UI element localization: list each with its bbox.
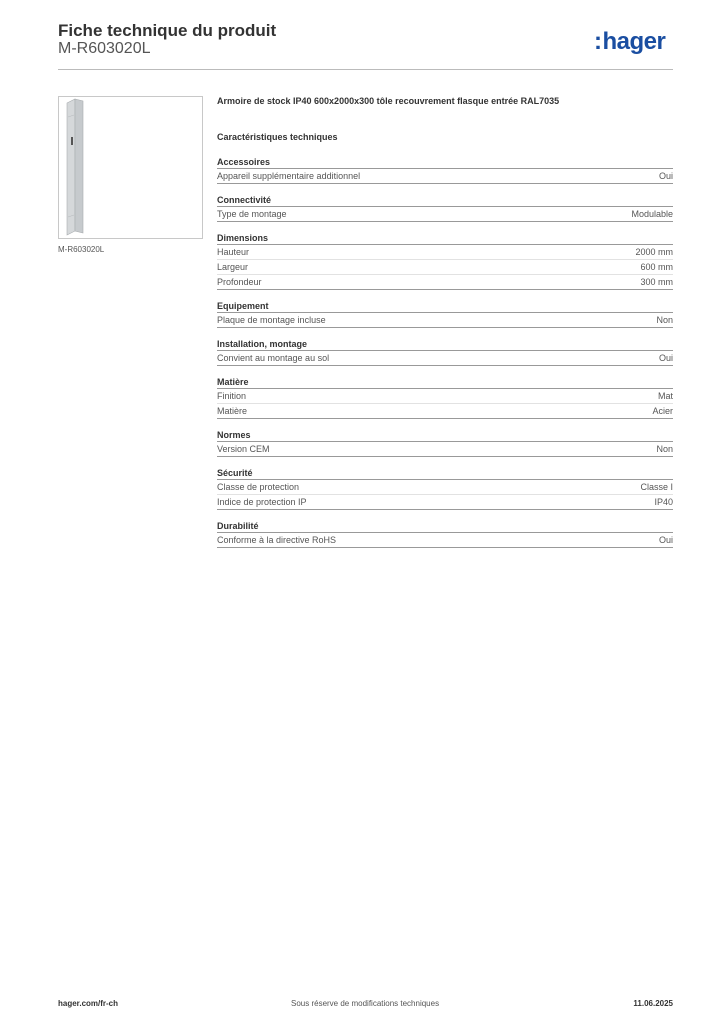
- spec-group-title: Durabilité: [217, 520, 673, 533]
- spec-value: Non: [656, 315, 673, 325]
- spec-group: [217, 300, 673, 328]
- spec-group-title: Matière: [217, 376, 673, 389]
- spec-label: Largeur: [217, 262, 249, 272]
- spec-value: Non: [656, 444, 673, 454]
- spec-group: [217, 338, 673, 366]
- spec-group: [217, 232, 673, 290]
- spec-group-title: Equipement: [217, 300, 673, 313]
- spec-value: Oui: [658, 535, 673, 545]
- spec-label: Classe de protection: [217, 482, 300, 492]
- spec-value: 2000 mm: [635, 247, 673, 257]
- spec-value: Classe I: [640, 482, 673, 492]
- spec-group: [217, 467, 673, 510]
- header-divider: [58, 69, 673, 70]
- spec-row: [217, 533, 673, 548]
- spec-row: [217, 351, 673, 366]
- spec-group: [217, 520, 673, 548]
- characteristics-panel: [217, 96, 673, 548]
- page-title: Fiche technique du produit: [58, 21, 277, 40]
- spec-group: [217, 376, 673, 419]
- spec-row: [217, 404, 673, 419]
- image-caption: M-R603020L: [58, 245, 105, 254]
- spec-row: [217, 495, 673, 510]
- spec-value: IP40: [654, 497, 673, 507]
- logo-text: hager: [602, 28, 666, 55]
- cabinet-illustration: [59, 97, 202, 238]
- spec-row: [217, 442, 673, 457]
- spec-group-title: Connectivité: [217, 194, 673, 207]
- spec-value: 300 mm: [640, 277, 673, 287]
- spec-value: Oui: [658, 353, 673, 363]
- spec-group-title: Installation, montage: [217, 338, 673, 351]
- spec-group: [217, 194, 673, 222]
- spec-group-title: Sécurité: [217, 467, 673, 480]
- spec-group-title: Accessoires: [217, 156, 673, 169]
- spec-label: Indice de protection IP: [217, 497, 307, 507]
- characteristics-groups: [217, 156, 673, 548]
- spec-label: Plaque de montage incluse: [217, 315, 326, 325]
- spec-value: 600 mm: [640, 262, 673, 272]
- footer-disclaimer: Sous réserve de modifications techniques: [291, 999, 440, 1008]
- spec-value: Oui: [658, 171, 673, 181]
- spec-value: Mat: [657, 391, 673, 401]
- spec-row: [217, 313, 673, 328]
- product-image: [58, 96, 203, 239]
- spec-label: Appareil supplémentaire additionnel: [217, 171, 361, 181]
- product-reference: M-R603020L: [58, 40, 151, 57]
- spec-label: Version CEM: [217, 444, 270, 454]
- spec-label: Conforme à la directive RoHS: [217, 535, 337, 545]
- spec-label: Profondeur: [217, 277, 262, 287]
- footer-website: hager.com/fr-ch: [58, 999, 119, 1008]
- spec-row: [217, 207, 673, 222]
- spec-label: Type de montage: [217, 209, 287, 219]
- spec-value: Acier: [652, 406, 673, 416]
- spec-row: [217, 260, 673, 275]
- spec-row: [217, 480, 673, 495]
- section-title: Caractéristiques techniques: [217, 132, 338, 142]
- spec-group-title: Normes: [217, 429, 673, 442]
- spec-group-title: Dimensions: [217, 232, 673, 245]
- spec-row: [217, 389, 673, 404]
- spec-label: Finition: [217, 391, 247, 401]
- spec-label: Hauteur: [217, 247, 250, 257]
- spec-label: Matière: [217, 406, 248, 416]
- spec-row: [217, 245, 673, 260]
- spec-row: [217, 275, 673, 290]
- footer-date: 11.06.2025: [633, 999, 673, 1008]
- spec-group: [217, 429, 673, 457]
- hager-logo: :hager: [594, 28, 666, 55]
- spec-row: [217, 169, 673, 184]
- spacer: [217, 111, 673, 132]
- spec-label: Convient au montage au sol: [217, 353, 330, 363]
- spec-group: [217, 156, 673, 184]
- product-title: Armoire de stock IP40 600x2000x300 tôle recouvrement flasque entrée RAL7035: [217, 96, 560, 106]
- spec-value: Modulable: [631, 209, 673, 219]
